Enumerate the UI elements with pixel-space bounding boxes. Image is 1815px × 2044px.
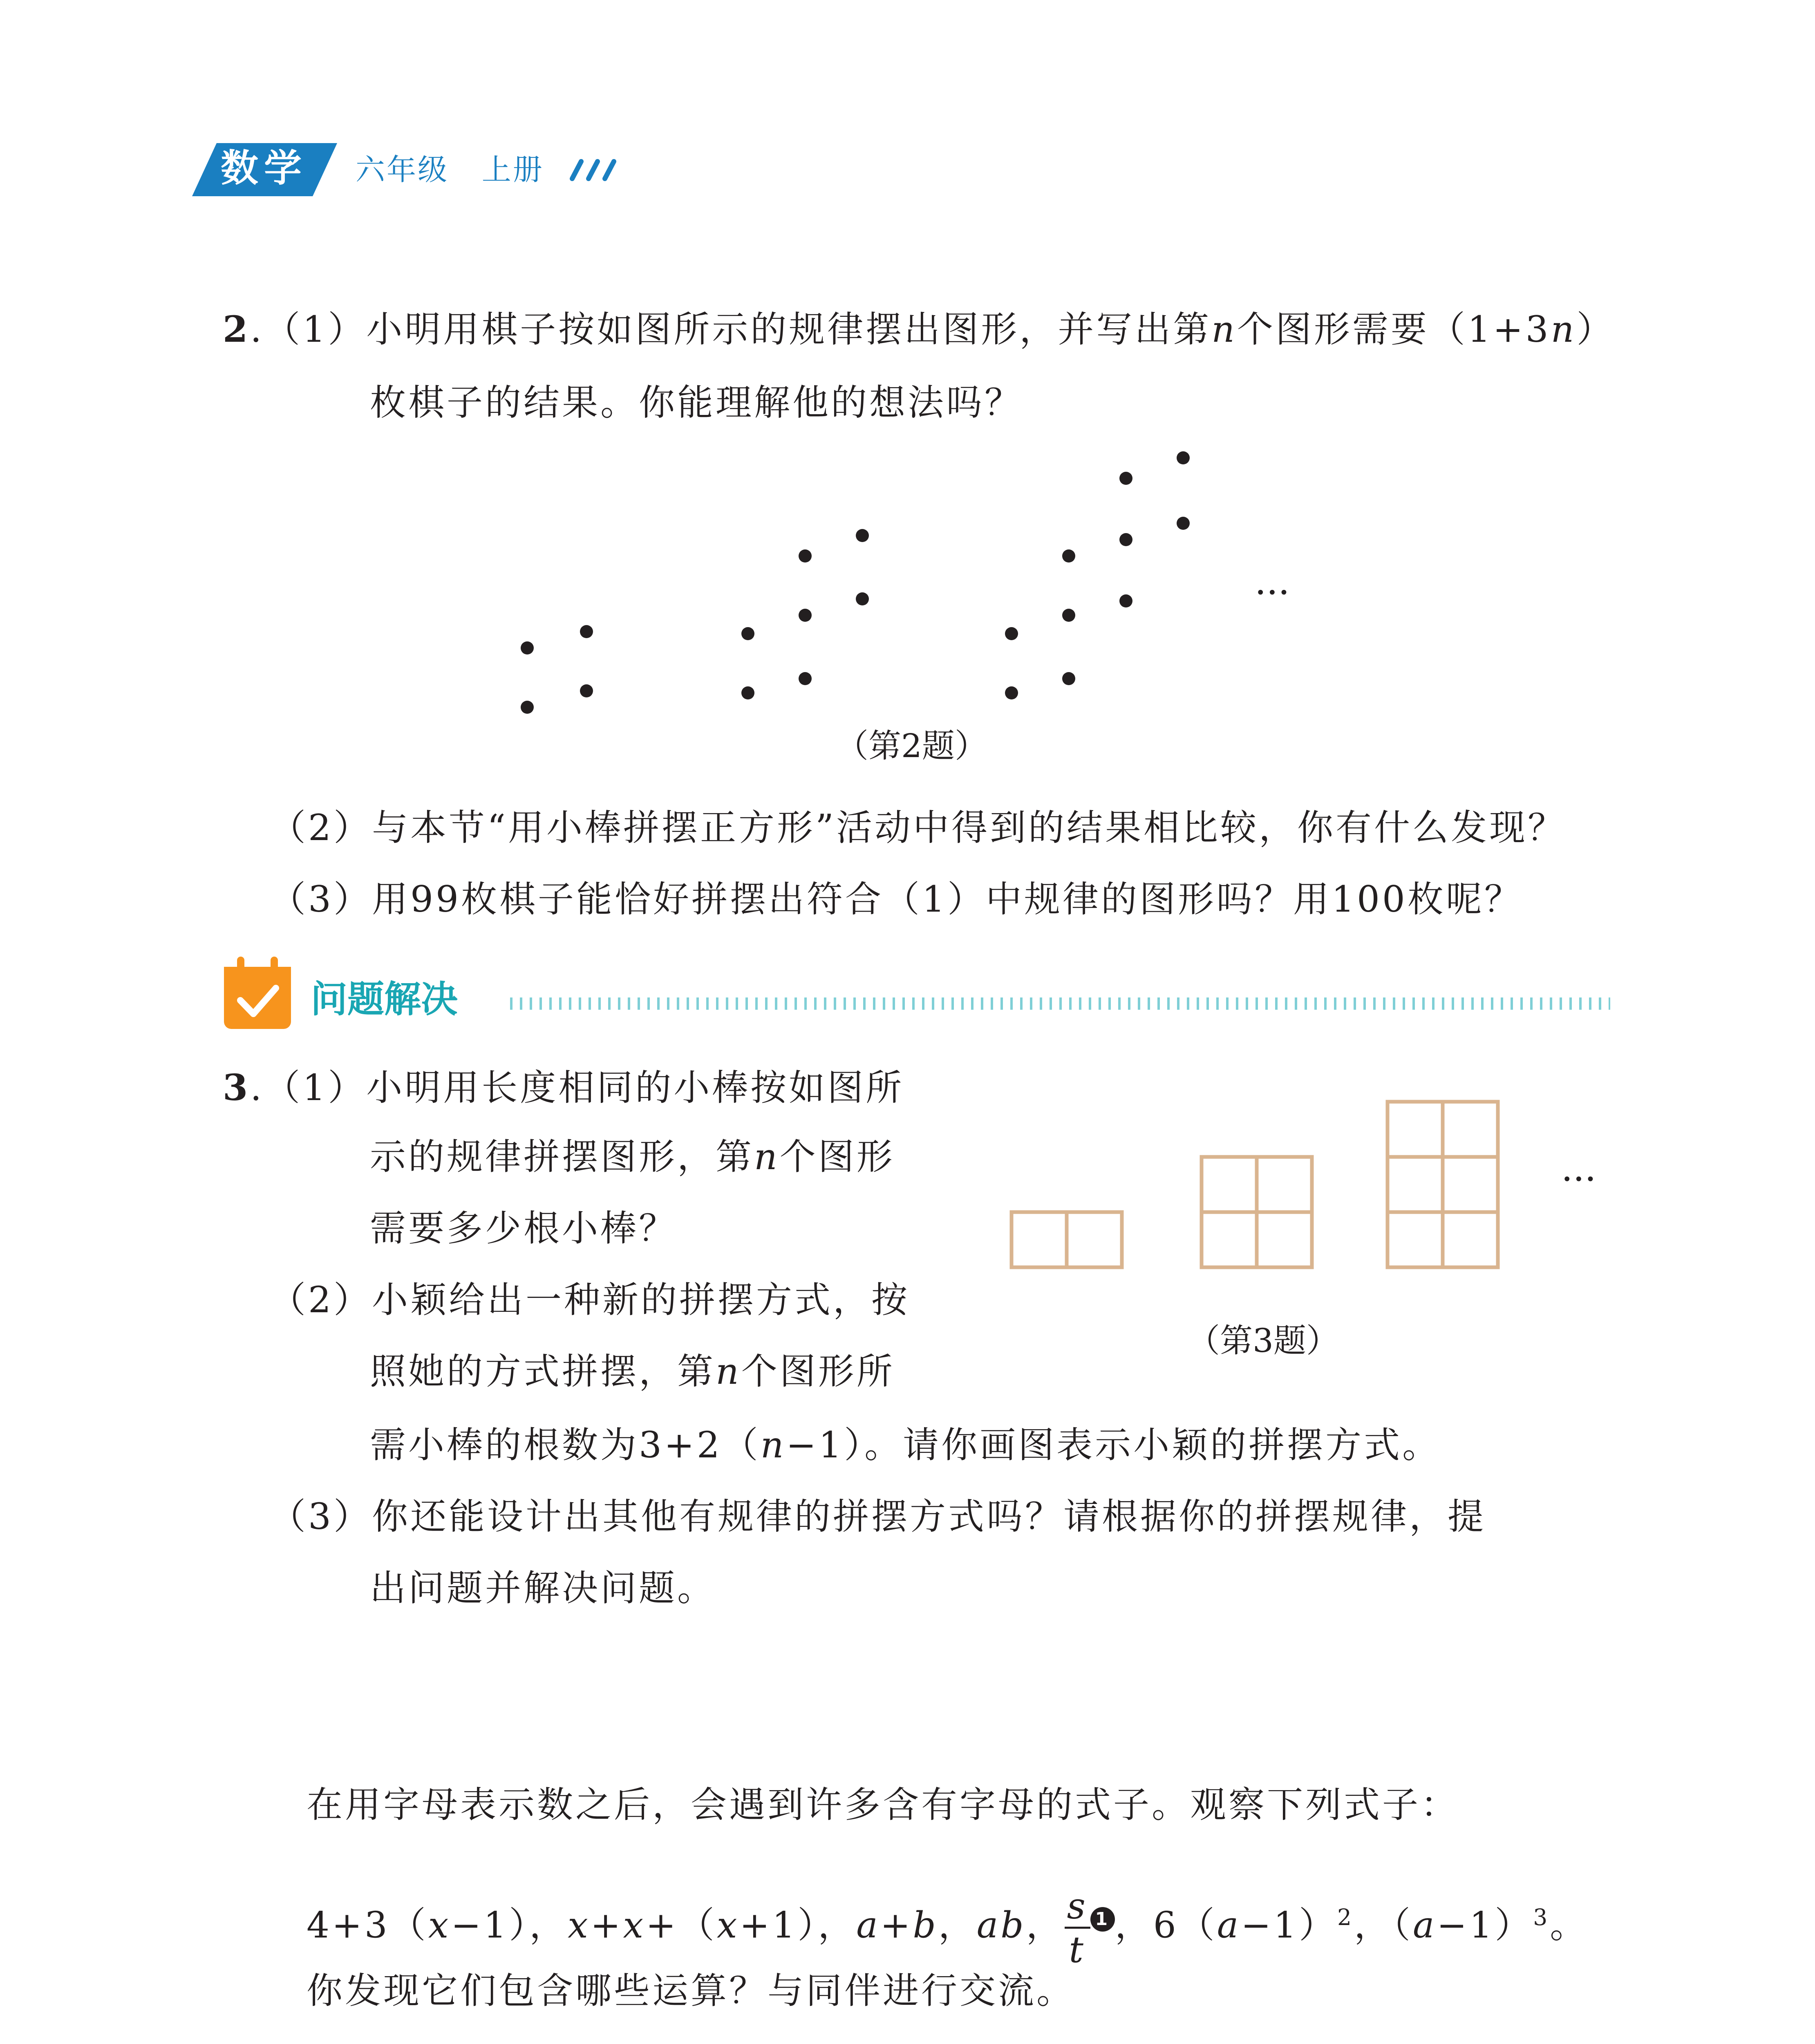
dot — [799, 672, 812, 685]
stick-square — [1443, 1157, 1498, 1212]
dot — [1119, 472, 1132, 485]
stick-square — [1067, 1212, 1122, 1267]
dot — [741, 686, 754, 699]
dot — [1177, 517, 1190, 530]
dot — [1062, 549, 1075, 563]
dot — [799, 609, 812, 622]
intro-line1: 在用字母表示数之后，会遇到许多含有字母的式子。观察下列式子： — [307, 1784, 1459, 1826]
problem3-line3: 需要多少根小棒？ — [370, 1207, 678, 1249]
dot — [1177, 451, 1190, 464]
dot — [1062, 672, 1075, 685]
dot — [580, 625, 593, 638]
problem3-part3-line2: 出问题并解决问题。 — [370, 1567, 716, 1609]
problem3-part2-line2: 照她的方式拼摆，第n个图形所 — [370, 1350, 895, 1392]
problem2-ellipsis: ··· — [1255, 571, 1290, 614]
dot — [741, 627, 754, 640]
dot — [1119, 594, 1132, 607]
problem3-caption: （第3题） — [1187, 1322, 1339, 1360]
stick-square — [1388, 1157, 1443, 1212]
problem2-line2: 枚棋子的结果。你能理解他的想法吗？ — [370, 381, 1023, 424]
section-title: 问题解决 — [311, 978, 458, 1021]
problem3-part2-line1: （2）小颖给出一种新的拼摆方式，按 — [270, 1279, 910, 1321]
stick-square — [1257, 1157, 1312, 1212]
problem2-line1: 2.（1）小明用棋子按如图所示的规律摆出图形，并写出第n个图形需要（1+3n） — [223, 308, 1615, 350]
dot — [1005, 686, 1018, 699]
problem3-line1: 3.（1）小明用长度相同的小棒按如图所 — [223, 1066, 904, 1109]
dot — [580, 684, 593, 697]
stick-square — [1443, 1212, 1498, 1267]
fraction-s-over-t: $\frac{s}{t}$ — [1065, 1888, 1090, 1968]
chess-pattern-figure — [503, 442, 1238, 728]
stick-square — [1388, 1212, 1443, 1267]
subject-title: 数学 — [221, 146, 308, 190]
section-divider — [507, 995, 1610, 1012]
intro-line3: 你发现它们包含哪些运算？与同伴进行交流。 — [307, 1970, 1075, 2012]
problem3-ellipsis: ··· — [1561, 1158, 1596, 1201]
dot — [1119, 533, 1132, 546]
dot — [856, 592, 869, 605]
calendar-check-icon — [221, 955, 294, 1032]
problem2-caption: （第2题） — [836, 727, 987, 765]
problem2-number: 2 — [223, 308, 251, 350]
volume-label: 上册 — [481, 152, 544, 187]
stick-square — [1202, 1212, 1257, 1267]
dot — [1062, 609, 1075, 622]
problem2-part2: （2）与本节“用小棒拼摆正方形”活动中得到的结果相比较，你有什么发现？ — [270, 807, 1566, 849]
problem3-line2: 示的规律拼摆图形，第n个图形 — [370, 1136, 895, 1178]
stick-square — [1202, 1157, 1257, 1212]
footnote-marker-1: 1 — [1090, 1907, 1115, 1932]
dot — [1005, 627, 1018, 640]
intro-expressions: 4+3（x−1），x+x+（x+1），a+b，ab， $\frac{s}{t}$ 1 ，$6(a-1)^2$，$(a-1)^3$。 — [307, 1885, 1589, 1971]
problem3-number: 3 — [223, 1066, 251, 1109]
grade-label: 六年级 — [356, 152, 449, 187]
dot — [856, 529, 869, 542]
grade-volume — [356, 147, 544, 192]
problem2-part3: （3）用99枚棋子能恰好拼摆出符合（1）中规律的图形吗？用100枚呢？ — [270, 878, 1523, 920]
stick-square — [1012, 1212, 1067, 1267]
stick-square — [1388, 1102, 1443, 1157]
dot — [799, 549, 812, 563]
dot — [521, 701, 534, 714]
problem3-part3-line1: （3）你还能设计出其他有规律的拼摆方式吗？请根据你的拼摆规律，提 — [270, 1495, 1486, 1537]
stick-square — [1443, 1102, 1498, 1157]
problem3-part2-line3: 需小棒的根数为3+2（n−1）。请你画图表示小颖的拼摆方式。 — [370, 1424, 1441, 1466]
dot — [521, 641, 534, 654]
stick-squares-figure — [1005, 1083, 1537, 1288]
stick-square — [1257, 1212, 1312, 1267]
slash-decoration-icon — [560, 157, 625, 182]
